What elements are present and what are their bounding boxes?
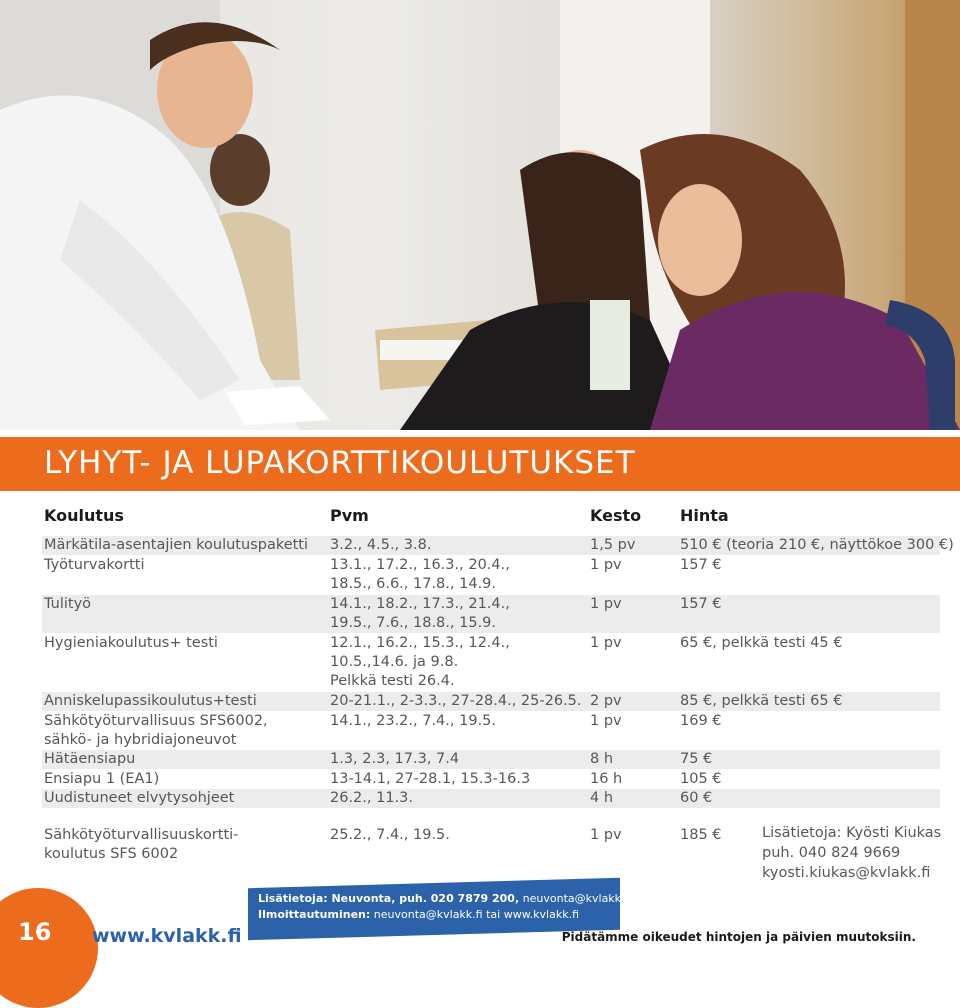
course-name-line: Sähkötyöturvallisuus SFS6002, [44,713,268,729]
course-price [680,789,712,808]
course-name-line: Sähkötyöturvallisuuskortti- [44,827,239,843]
header-kesto: Kesto [590,506,642,525]
course-duration: 1 pv [590,713,622,729]
course-name [44,556,144,575]
course-name-line: Työturvakortti [44,557,145,573]
signup-label: Ilmoittautuminen: [258,908,371,921]
course-date-line: 19.5., 7.6., 18.8., 15.9. [330,615,497,631]
course-price [680,536,954,555]
header-koulutus: Koulutus [44,506,124,525]
table-row [42,712,940,750]
course-name [44,536,308,555]
table-row [42,770,940,789]
header-pvm: Pvm [330,506,369,525]
table-row [42,692,940,711]
course-dates [330,556,510,594]
table-row [42,595,940,633]
course-name-line: Ensiapu 1 (EA1) [44,771,160,787]
course-price-line: 157 € [680,557,722,573]
course-name [44,826,238,864]
course-date-line: 13-14.1, 27-28.1, 15.3-16.3 [330,771,531,787]
course-price-line: 510 € (teoria 210 €, näyttökoe 300 €) [680,537,954,553]
course-duration: 1,5 pv [590,537,636,553]
course-name [44,692,257,711]
table-row [42,536,954,555]
course-price [680,556,722,575]
course-name-line: Märkätila-asentajien koulutuspaketti [44,537,309,553]
course-duration: 1 pv [590,827,622,843]
page-number: 16 [18,918,52,946]
course-duration: 4 h [590,790,614,806]
course-dates [330,770,530,789]
course-duration: 1 pv [590,635,622,651]
table-row [42,789,940,808]
course-duration: 2 pv [590,693,622,709]
course-name-line: Uudistuneet elvytysohjeet [44,790,235,806]
course-date-line: 14.1., 23.2., 7.4., 19.5. [330,713,497,729]
course-price-line: 60 € [680,790,713,806]
course-date-line: 14.1., 18.2., 17.3., 21.4., [330,596,510,612]
course-price-line: 105 € [680,771,722,787]
course-price [680,692,842,711]
course-date-line: 18.5., 6.6., 17.8., 14.9. [330,576,497,592]
course-duration: 1 pv [590,557,622,573]
table-row [42,634,940,691]
extra-contact-line[interactable]: kyosti.kiukas@kvlakk.fi [762,865,931,881]
page-number-circle [0,888,98,1008]
course-dates [330,692,582,711]
extra-contact-line: Lisätietoja: Kyösti Kiukas [762,825,942,841]
website-link[interactable]: www.kvlakk.fi [92,925,242,947]
extra-contact-line: puh. 040 824 9669 [762,845,901,861]
course-price-line: 157 € [680,596,722,612]
course-duration: 16 h [590,771,623,787]
info-label: Lisätietoja: Neuvonta, puh. 020 7879 200, [258,892,520,905]
disclaimer: Pidätämme oikeudet hintojen ja päivien muutoksiin. [561,930,916,944]
course-dates [330,826,450,845]
course-date-line: 13.1., 17.2., 16.3., 20.4., [330,557,510,573]
info-text [258,891,631,923]
course-date-line: 1.3, 2.3, 17.3, 7.4 [330,751,460,767]
course-date-line: 10.5.,14.6. ja 9.8. [330,654,459,670]
course-name-line: Tulityö [44,596,92,612]
header-hinta: Hinta [680,506,729,525]
course-dates [330,595,510,633]
course-price [680,634,842,653]
course-price [680,750,712,769]
course-price-line: 75 € [680,751,713,767]
course-dates [330,750,459,769]
course-duration: 8 h [590,751,614,767]
course-name [44,770,159,789]
course-dates [330,634,510,691]
course-date-line: 12.1., 16.2., 15.3., 12.4., [330,635,510,651]
table-row [42,750,940,769]
table-row [42,556,940,594]
course-date-line: 20-21.1., 2-3.3., 27-28.4., 25-26.5. [330,693,582,709]
page-title: LYHYT- JA LUPAKORTTIKOULUTUKSET [44,445,636,481]
course-dates [330,712,496,731]
course-dates [330,789,413,808]
course-price-line: 185 € [680,827,722,843]
course-price-line: 85 €, pelkkä testi 65 € [680,693,843,709]
course-date-line: 25.2., 7.4., 19.5. [330,827,450,843]
course-date-line: 26.2., 11.3. [330,790,414,806]
signup-text[interactable]: neuvonta@kvlakk.fi tai www.kvlakk.fi [373,908,580,921]
hero-photo [0,0,960,430]
course-name-line: koulutus SFS 6002 [44,846,179,862]
course-name-line: Anniskelupassikoulutus+testi [44,693,257,709]
course-date-line: 3.2., 4.5., 3.8. [330,537,432,553]
title-band [0,437,960,491]
course-price-line: 65 €, pelkkä testi 45 € [680,635,843,651]
course-dates [330,536,431,555]
course-price [680,712,722,731]
course-duration: 1 pv [590,596,622,612]
course-name-line: sähkö- ja hybridiajoneuvot [44,732,237,748]
course-name [44,789,234,808]
classroom-illustration [0,0,960,430]
course-name [44,634,218,653]
course-name-line: Hätäensiapu [44,751,136,767]
info-email[interactable]: neuvonta@kvlakk.fi [522,892,632,905]
course-price [680,826,722,845]
course-name [44,712,268,750]
course-name [44,595,91,614]
course-price [680,770,722,789]
course-price [680,595,722,614]
course-name [44,750,135,769]
course-name-line: Hygieniakoulutus+ testi [44,635,218,651]
course-date-line: Pelkkä testi 26.4. [330,673,455,689]
course-price-line: 169 € [680,713,722,729]
